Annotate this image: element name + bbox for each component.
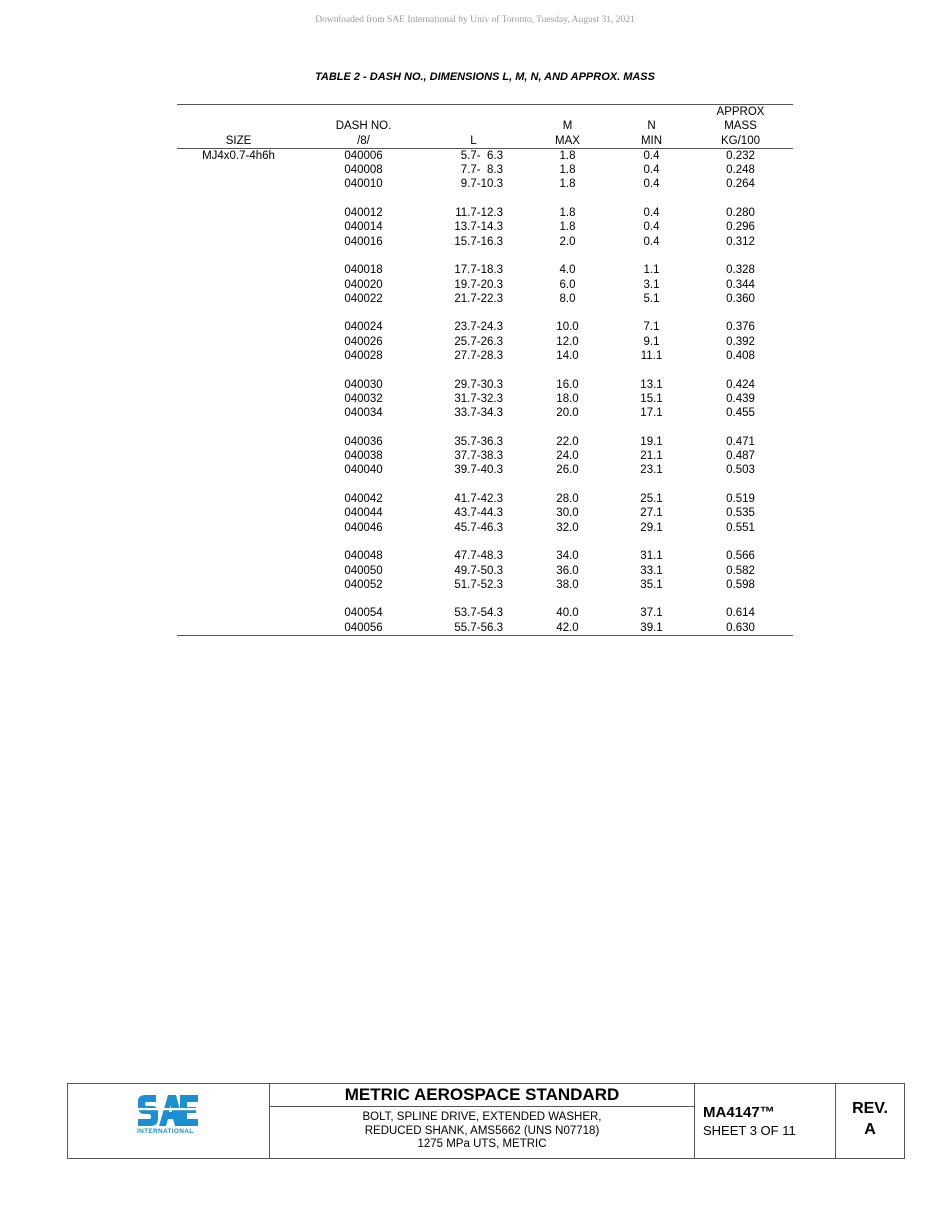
revision-label: REV. [852,1100,888,1117]
n-min-cell: 23.1 [640,464,663,477]
dash-no-cell: 040040 [344,464,383,477]
m-max-cell: 30.0 [556,507,579,520]
table-row [177,463,793,477]
m-max-cell: 16.0 [556,378,579,391]
size-cell: MJ4x0.7-4h6h [202,149,275,162]
table-row [177,378,793,392]
dash-no-cell: 040008 [344,164,383,177]
table-row [177,349,793,363]
n-min-cell: 29.1 [640,521,663,534]
n-min-cell: 21.1 [640,450,663,463]
mass-cell: 0.566 [726,550,755,563]
mass-cell: 0.439 [726,392,755,405]
l-cell: 41.7-42.3 [454,493,503,506]
mass-header-line1: APPROX [688,105,793,120]
size-cell [177,406,300,420]
revision-value: A [864,1121,876,1138]
group-spacer [177,249,793,263]
document-number: MA4147™ [703,1104,775,1121]
table-row [177,206,793,220]
l-header: L [427,134,520,149]
n-min-cell: 0.4 [643,221,660,234]
dash-no-cell: 040054 [344,607,383,620]
m-max-cell: 1.8 [559,178,576,191]
group-spacer [177,306,793,320]
dash-no-cell: 040052 [344,578,383,591]
title-block [67,1083,905,1159]
l-cell: 23.7-24.3 [454,321,503,334]
mass-cell: 0.598 [726,578,755,591]
dash-no-cell: 040056 [300,621,427,636]
m-max-cell: 10.0 [556,321,579,334]
m-max-cell: 4.0 [559,264,576,277]
n-min-cell: 7.1 [643,321,660,334]
mass-header-line2: MASS [724,120,757,133]
l-cell: 25.7-26.3 [454,335,503,348]
group-spacer [177,192,793,206]
size-cell [177,435,300,449]
description-line-2: REDUCED SHANK, AMS5662 (UNS N07718) [364,1124,600,1137]
dash-no-cell: 040010 [344,178,383,191]
logo-cell [68,1084,270,1158]
n-min-cell: 31.1 [640,550,663,563]
table-row [177,521,793,535]
m-max-cell: 28.0 [556,493,579,506]
size-header: SIZE [177,134,300,149]
table-row [177,578,793,592]
m-max-cell: 1.8 [559,164,576,177]
size-cell [177,335,300,349]
m-max-cell: 2.0 [559,235,576,248]
table-row [177,335,793,349]
table-row [177,235,793,249]
size-cell [177,349,300,363]
group-spacer [177,592,793,606]
dash-no-cell: 040016 [344,235,383,248]
header-row-2 [177,119,793,133]
m-max-cell: 38.0 [556,578,579,591]
n-min-cell: 9.1 [643,335,660,348]
table-row [177,449,793,463]
table-row [177,564,793,578]
l-cell: 55.7-56.3 [427,621,520,636]
n-min-cell: 3.1 [643,278,660,291]
mass-cell: 0.280 [726,207,755,220]
table-body [177,148,793,635]
dash-no-cell: 040018 [344,264,383,277]
dash-no-cell: 040030 [344,378,383,391]
table-row [177,435,793,449]
m-header-line2: MAX [520,134,615,149]
table-title: TABLE 2 - DASH NO., DIMENSIONS L, M, N, AND APPROX. MASS [314,71,655,83]
mass-cell: 0.487 [726,450,755,463]
m-max-cell: 26.0 [556,464,579,477]
mass-cell: 0.582 [726,564,755,577]
l-cell: 11.7-12.3 [455,207,503,220]
l-cell: 27.7-28.3 [454,350,503,363]
mass-cell: 0.328 [726,264,755,277]
mass-cell: 0.264 [726,178,755,191]
n-min-cell: 0.4 [643,235,660,248]
l-cell: 43.7-44.3 [454,507,503,520]
l-cell: 45.7-46.3 [454,521,503,534]
dash-no-cell: 040028 [344,350,383,363]
m-max-cell: 42.0 [520,621,615,636]
standard-title-cell [270,1084,695,1158]
dimension-table [177,104,793,636]
mass-cell: 0.312 [726,235,755,248]
table-row [177,392,793,406]
mass-cell: 0.471 [726,435,755,448]
size-cell [177,521,300,535]
size-cell [177,163,300,177]
l-cell: 29.7-30.3 [454,378,503,391]
dash-header-line1: DASH NO. [335,120,392,133]
l-cell: 49.7-50.3 [454,564,503,577]
dash-no-cell: 040044 [344,507,383,520]
dash-no-cell: 040014 [344,221,383,234]
m-max-cell: 40.0 [556,607,579,620]
m-max-cell: 22.0 [556,435,579,448]
dash-no-cell: 040036 [344,435,383,448]
size-cell [177,492,300,506]
group-spacer [177,363,793,377]
dash-header-line2: /8/ [300,134,427,149]
dash-no-cell: 040012 [344,207,383,220]
m-max-cell: 1.8 [559,221,576,234]
document-number-cell [695,1084,836,1158]
n-min-cell: 35.1 [640,578,663,591]
standard-title: METRIC AEROSPACE STANDARD [270,1084,694,1107]
group-spacer [177,535,793,549]
dash-no-cell: 040034 [344,407,383,420]
m-max-cell: 1.8 [559,149,576,162]
mass-cell: 0.503 [726,464,755,477]
n-min-cell: 13.1 [640,378,663,391]
size-cell [177,278,300,292]
n-min-cell: 5.1 [643,292,660,305]
dash-no-cell: 040048 [344,550,383,563]
m-max-cell: 6.0 [559,278,576,291]
l-cell: 51.7-52.3 [454,578,503,591]
size-cell [177,549,300,563]
part-description [270,1107,694,1152]
table-row [177,506,793,520]
size-cell [177,292,300,306]
m-max-cell: 32.0 [556,521,579,534]
table-row [177,177,793,191]
sae-logo-icon [136,1093,200,1129]
l-cell: 33.7-34.3 [454,407,503,420]
m-max-cell: 14.0 [556,350,579,363]
size-cell [177,206,300,220]
table-row [177,492,793,506]
size-cell [177,378,300,392]
table-row [177,320,793,334]
group-spacer [177,421,793,435]
dash-no-cell: 040042 [344,493,383,506]
dash-no-cell: 040006 [344,149,383,162]
download-watermark: Downloaded from SAE International by Univ of Toronto, Tuesday, August 31, 2021 [315,15,635,25]
table-row [177,606,793,620]
mass-cell: 0.232 [726,149,755,162]
l-cell: 17.7-18.3 [454,264,503,277]
mass-cell: 0.296 [726,221,755,234]
n-min-cell: 33.1 [640,564,663,577]
m-max-cell: 8.0 [559,292,576,305]
l-cell: 37.7-38.3 [454,450,503,463]
n-min-cell: 25.1 [640,493,663,506]
sheet-number: SHEET 3 OF 11 [703,1123,796,1138]
table-row [177,406,793,420]
mass-cell: 0.248 [726,164,755,177]
l-cell: 5.7- 6.3 [460,149,503,162]
n-header-line1: N [647,120,656,133]
n-min-cell: 17.1 [640,407,663,420]
dash-no-cell: 040038 [344,450,383,463]
mass-cell: 0.392 [726,335,755,348]
logo-subtitle: INTERNATIONAL [137,1128,194,1135]
mass-cell: 0.376 [726,321,755,334]
mass-cell: 0.455 [726,407,755,420]
table-row [177,292,793,306]
n-header-line2: MIN [615,134,688,149]
size-cell [177,578,300,592]
mass-cell: 0.408 [726,350,755,363]
dash-no-cell: 040046 [344,521,383,534]
mass-cell: 0.614 [726,607,755,620]
dash-no-cell: 040020 [344,278,383,291]
mass-cell: 0.630 [688,621,793,636]
size-cell [177,506,300,520]
description-line-3: 1275 MPa UTS, METRIC [417,1138,547,1150]
n-min-cell: 19.1 [640,435,663,448]
size-cell [177,392,300,406]
l-cell: 21.7-22.3 [454,292,503,305]
mass-header-line3: KG/100 [688,134,793,149]
size-cell [177,263,300,277]
l-cell: 13.7-14.3 [454,221,503,234]
l-cell: 47.7-48.3 [454,550,503,563]
m-header-line1: M [562,120,573,133]
size-cell [177,564,300,578]
size-cell [177,621,300,636]
dash-no-cell: 040050 [344,564,383,577]
n-min-cell: 1.1 [643,264,660,277]
mass-cell: 0.360 [726,292,755,305]
header-row-3 [177,134,793,149]
n-min-cell: 0.4 [643,149,660,162]
n-min-cell: 0.4 [643,207,660,220]
size-cell [177,220,300,234]
table-row [177,278,793,292]
mass-cell: 0.344 [726,278,755,291]
dash-no-cell: 040026 [344,335,383,348]
header-row-1 [177,105,793,120]
mass-cell: 0.519 [726,493,755,506]
mass-cell: 0.535 [726,507,755,520]
l-cell: 19.7-20.3 [454,278,503,291]
m-max-cell: 24.0 [556,450,579,463]
dash-no-cell: 040022 [344,292,383,305]
table-row [177,549,793,563]
l-cell: 39.7-40.3 [454,464,503,477]
n-min-cell: 11.1 [640,350,663,363]
m-max-cell: 1.8 [559,207,576,220]
table-row [177,220,793,234]
size-cell [177,235,300,249]
l-cell: 53.7-54.3 [454,607,503,620]
size-cell [177,606,300,620]
m-max-cell: 36.0 [556,564,579,577]
n-min-cell: 37.1 [640,607,663,620]
n-min-cell: 15.1 [640,392,663,405]
dash-no-cell: 040024 [344,321,383,334]
description-line-1: BOLT, SPLINE DRIVE, EXTENDED WASHER, [362,1111,602,1123]
revision-cell [836,1084,904,1158]
mass-cell: 0.551 [726,521,755,534]
l-cell: 35.7-36.3 [454,435,503,448]
mass-cell: 0.424 [726,378,755,391]
size-cell [177,177,300,191]
l-cell: 31.7-32.3 [454,392,503,405]
l-cell: 9.7-10.3 [460,178,503,191]
m-max-cell: 12.0 [556,335,579,348]
size-cell [177,320,300,334]
size-cell [177,449,300,463]
m-max-cell: 20.0 [556,407,579,420]
m-max-cell: 34.0 [556,550,579,563]
m-max-cell: 18.0 [556,392,579,405]
n-min-cell: 39.1 [615,621,688,636]
n-min-cell: 27.1 [640,507,663,520]
table-row [177,263,793,277]
n-min-cell: 0.4 [643,164,660,177]
dash-no-cell: 040032 [344,392,383,405]
group-spacer [177,478,793,492]
table-row [177,163,793,177]
n-min-cell: 0.4 [643,178,660,191]
table-row [177,621,793,636]
l-cell: 7.7- 8.3 [460,164,503,177]
l-cell: 15.7-16.3 [454,235,503,248]
size-cell [177,463,300,477]
table-row [177,148,793,163]
